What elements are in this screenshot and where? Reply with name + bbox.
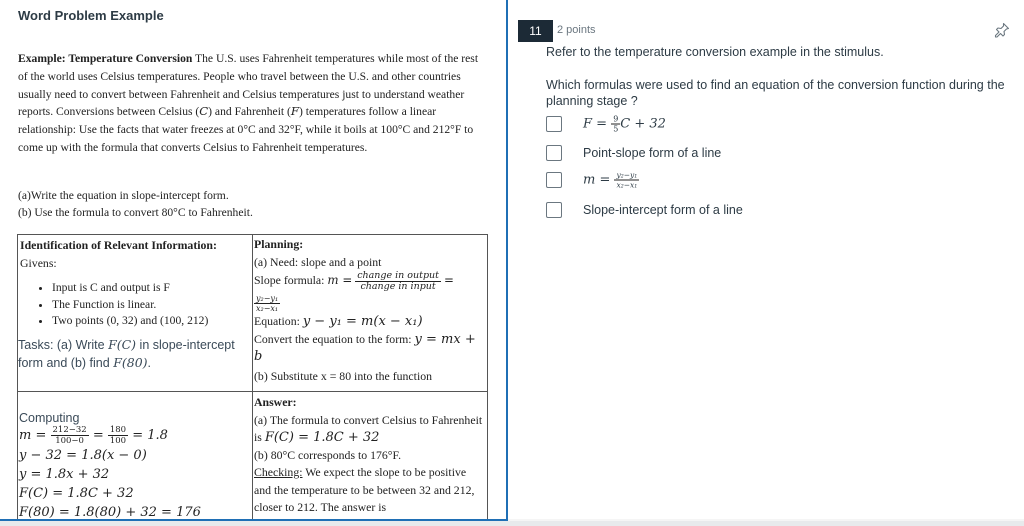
givens-list xyxy=(20,280,250,330)
question-number-badge: 11 xyxy=(518,20,553,42)
list-item: • The Function is linear. xyxy=(52,297,250,314)
computing-step-2: y − 32 = 1.8(x − 0) xyxy=(19,448,147,463)
checkbox[interactable] xyxy=(546,116,562,132)
table-divider-horizontal xyxy=(18,391,487,392)
answer-title: Answer: xyxy=(254,395,297,409)
convert-line: Convert the equation to the form: y = mx + b xyxy=(254,331,476,364)
checkbox[interactable] xyxy=(546,202,562,218)
planning-title: Planning: xyxy=(254,237,304,251)
computing-title: Computing xyxy=(19,411,80,425)
computing-step-4: F(C) = 1.8C + 32 xyxy=(19,486,134,501)
pin-icon-graphic xyxy=(994,22,1010,38)
checking-text: Checking: We expect the slope to be positive and the temperature to be between 32 and 212, closer to 212. The answer is xyxy=(254,465,475,514)
plan-b: (b) Substitute x = 80 into the function xyxy=(254,368,433,383)
tasks-text: Tasks: (a) Write F(C) in slope-intercept form and (b) find F(80). xyxy=(18,336,235,370)
question-points: 2 points xyxy=(557,24,596,36)
option-label: m = $\frac{\text{y₂−y₁}}{\text{x₂−x₁}}$ xyxy=(583,170,638,190)
bottom-bar xyxy=(0,521,1024,526)
planning-cell xyxy=(254,236,484,385)
task-b: (b) Use the formula to convert 80°C to Fahrenheit. xyxy=(18,206,253,219)
checkbox[interactable] xyxy=(546,172,562,188)
solution-table xyxy=(17,234,488,521)
option-f-equals-9-5c-plus-32[interactable] xyxy=(546,114,666,134)
option-label: F = $\frac{9}{5}$ C + 32 xyxy=(583,114,666,134)
computing-step-3: y = 1.8x + 32 xyxy=(19,467,110,482)
computing-slope: m = $\frac{212-32}{100-0}$ = $\frac{180}{100}$ = 1.8 xyxy=(19,425,168,446)
plan-a: (a) Need: slope and a point xyxy=(254,254,382,269)
identification-cell xyxy=(20,237,250,372)
question-reference: Refer to the temperature conversion example in the stimulus. xyxy=(546,45,884,59)
answer-cell xyxy=(254,394,486,517)
equation-line: Equation: y − y₁ = m(x − x₁) xyxy=(254,314,423,329)
answer-b: (b) 80°C corresponds to 176°F. xyxy=(254,447,402,462)
stimulus-panel[interactable] xyxy=(0,0,508,521)
example-heading: Example: Temperature Conversion xyxy=(18,52,193,65)
stimulus-title: Word Problem Example xyxy=(18,8,164,23)
question-prompt: Which formulas were used to find an equation of the conversion function during the planning stage ? xyxy=(546,78,1005,108)
list-item: • Two points (0, 32) and (100, 212) xyxy=(52,313,250,330)
computing-cell xyxy=(19,411,251,521)
list-item: • Input is C and output is F xyxy=(52,280,250,297)
pin-icon[interactable] xyxy=(994,22,1010,41)
table-divider-vertical xyxy=(252,235,253,521)
computing-step-5: F(80) = 1.8(80) + 32 = 176 xyxy=(19,505,201,520)
answer-a: (a) The formula to convert Celsius to Fahrenheit is F(C) = 1.8C + 32 xyxy=(254,412,483,445)
slope-formula: Slope formula: m = $\frac{\text{change in output}}{\text{change in input}}$ = xyxy=(254,270,454,292)
stimulus-tasks xyxy=(18,187,486,221)
checkbox[interactable] xyxy=(546,145,562,161)
option-label: Point-slope form of a line xyxy=(583,146,722,160)
option-slope-formula[interactable] xyxy=(546,170,638,190)
identification-title: Identification of Relevant Information: xyxy=(20,238,217,252)
slope-point-fraction: $\frac{\text{y₂−y₁}}{\text{x₂−x₁}}$ xyxy=(256,294,279,313)
option-point-slope-form[interactable] xyxy=(546,143,722,163)
option-label: Slope-intercept form of a line xyxy=(583,203,743,217)
task-a: (a)Write the equation in slope-intercept form. xyxy=(18,189,229,202)
givens-label: Givens: xyxy=(20,255,57,270)
question-panel xyxy=(508,0,1024,519)
stimulus-intro: Example: Temperature Conversion The U.S. uses Fahrenheit temperatures while most of the rest of the world uses Celsius temperatures. People who travel between the U.S. and other countries usually need to convert between Fahrenheit and Celsius temperatures just to understand weather reports. Conversions between Celsius (C) and Fahrenheit (F) temperatures follow a linear relationship: Use the facts that water freezes at 0°C and 32°F, while it boils at 100°C and 212°F to come up with the formula that converts Celsius to Fahrenheit temperatures. xyxy=(18,52,479,154)
option-slope-intercept-form[interactable] xyxy=(546,200,743,220)
